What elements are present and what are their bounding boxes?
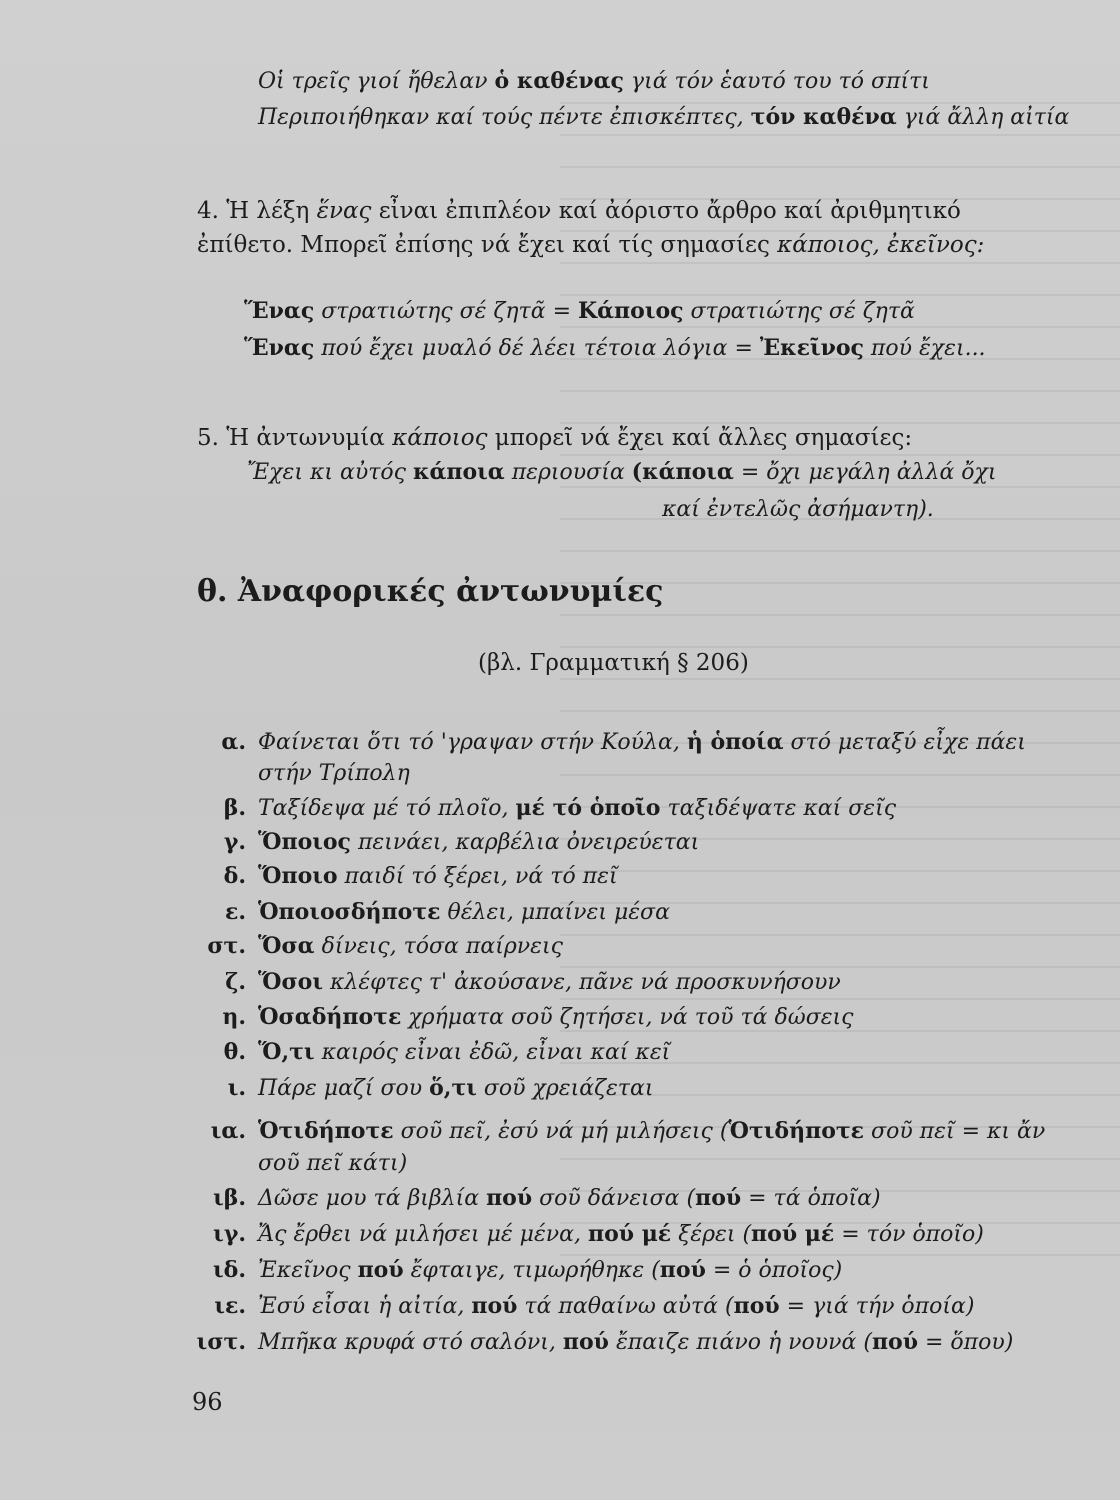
- bold-term: Κάποιος: [578, 298, 684, 324]
- bold-term: Ὅσοι: [258, 969, 324, 995]
- item-label: στ.: [207, 933, 246, 959]
- text-run: Ἐκεῖνος: [258, 1258, 358, 1283]
- text-run: = τόν ὁποῖο): [834, 1222, 984, 1247]
- text-run: τά παθαίνω αὐτά (: [517, 1294, 734, 1319]
- item-text-line: [258, 1072, 653, 1105]
- bold-term: Ὁτιδήποτε: [728, 1118, 865, 1144]
- item-text-line: [258, 1326, 1013, 1359]
- item-label: ιβ.: [213, 1185, 246, 1211]
- top-example-1: [258, 66, 930, 97]
- bold-term: Ἕνας: [244, 298, 315, 324]
- item-label: ε.: [224, 899, 246, 925]
- bold-term: Ἐκεῖνος: [759, 335, 864, 361]
- item-label: ιγ.: [213, 1221, 246, 1247]
- text-run: ταξιδέψατε καί σεῖς: [660, 796, 897, 821]
- item-text-line: [258, 1148, 407, 1180]
- page-number: 96: [192, 1388, 223, 1416]
- bold-term: πού: [733, 1293, 780, 1319]
- paragraph-4-line-1: [197, 194, 961, 228]
- item-label: ιε.: [214, 1293, 246, 1319]
- section-heading: θ. Ἀναφορικές ἀντωνυμίες: [197, 574, 664, 609]
- paragraph-4-example-1: [244, 296, 915, 327]
- item-text-line: [258, 1182, 881, 1215]
- item-label: ζ.: [225, 969, 246, 995]
- text-run: Ἔχει κι αὐτός: [247, 460, 413, 485]
- text-run: καί ἐντελῶς ἀσήμαντη).: [662, 497, 934, 522]
- text-run: Περιποιήθηκαν καί τούς πέντε ἐπισκέπτες,: [258, 105, 751, 130]
- bold-term: πού: [695, 1185, 742, 1211]
- bold-term: κάποια: [412, 459, 505, 485]
- item-label: β.: [223, 795, 246, 821]
- text-run: κάποιος: [392, 425, 488, 451]
- text-run: γιά τόν ἑαυτό του τό σπίτι: [623, 69, 930, 94]
- text-run: =: [552, 299, 578, 324]
- text-run: = ὅπου): [918, 1330, 1014, 1355]
- item-text-line: [258, 758, 410, 790]
- text-run: πού ἔχει...: [863, 336, 986, 361]
- item-text-line: [258, 930, 563, 963]
- text-run: περιουσία: [504, 460, 632, 485]
- text-run: =: [733, 460, 767, 485]
- grammar-reference: (βλ. Γραμματική § 206): [478, 650, 749, 676]
- item-label: ι.: [227, 1075, 246, 1101]
- bold-term: Ὅσα: [258, 933, 315, 959]
- item-label: γ.: [223, 829, 246, 855]
- item-text-line: [258, 860, 618, 893]
- text-run: σοῦ πεῖ = κι ἄν: [864, 1119, 1046, 1144]
- bold-term: πού μέ: [751, 1221, 835, 1247]
- text-run: γιά ἄλλη αἰτία: [896, 105, 1070, 130]
- text-run: μπορεῖ νά ἔχει καί ἄλλες σημασίες:: [487, 425, 913, 451]
- item-text-line: [258, 1290, 974, 1323]
- item-label: δ.: [223, 863, 246, 889]
- paragraph-5-example-line-2: [662, 495, 934, 525]
- item-text-line: [258, 792, 896, 825]
- item-label: θ.: [223, 1039, 246, 1065]
- bold-term: ὅ,τι: [429, 1075, 477, 1101]
- text-run: θέλει, μπαίνει μέσα: [440, 900, 670, 925]
- text-run: Φαίνεται ὅτι τό 'γραψαν στήν Κούλα,: [258, 730, 687, 755]
- text-run: Ταξίδεψα μέ τό πλοῖο,: [258, 796, 516, 821]
- text-run: πεινάει, καρβέλια ὀνειρεύεται: [350, 830, 700, 855]
- item-text-line: [258, 1254, 842, 1287]
- bold-term: ὁ καθένας: [494, 68, 624, 94]
- bold-term: πού: [871, 1329, 918, 1355]
- bold-term: ἡ ὁποία: [686, 729, 784, 755]
- item-label: ια.: [210, 1118, 246, 1144]
- text-run: ὄχι μεγάλη ἀλλά ὄχι: [766, 460, 997, 485]
- text-run: ἔπαιζε πιάνο ἡ νουνά (: [608, 1330, 872, 1355]
- bold-term: πού: [357, 1257, 404, 1283]
- text-run: στρατιώτης σέ ζητᾶ: [683, 299, 915, 324]
- item-text-line: [258, 726, 1026, 759]
- item-text-line: [258, 1115, 1045, 1148]
- bold-term: Ὁσαδήποτε: [258, 1004, 402, 1030]
- text-run: δίνεις, τόσα παίρνεις: [314, 934, 563, 959]
- bold-term: Ὁποιοσδήποτε: [258, 899, 441, 925]
- text-run: = γιά τήν ὁποία): [779, 1294, 975, 1319]
- bold-term: πού: [486, 1185, 533, 1211]
- text-run: ἐπίθετο. Μπορεῖ ἐπίσης νά ἔχει καί τίς σημασίες: [197, 232, 778, 258]
- bold-term: Ὅποιο: [258, 863, 338, 889]
- bold-term: πού μέ: [588, 1221, 672, 1247]
- text-run: σοῦ πεῖ κάτι): [258, 1151, 408, 1176]
- bold-term: πού: [659, 1257, 706, 1283]
- bold-term: τόν καθένα: [750, 104, 897, 130]
- text-run: κάποιος, ἐκεῖνος:: [777, 232, 985, 258]
- bold-term: πού: [471, 1293, 518, 1319]
- text-run: Οἱ τρεῖς γιοί ἤθελαν: [258, 69, 495, 94]
- paragraph-4-example-2: [244, 333, 986, 364]
- bold-term: Ὅ,τι: [258, 1039, 315, 1065]
- text-run: εἶναι ἐπιπλέον καί ἀόριστο ἄρθρο καί ἀριθμητικό: [371, 198, 961, 224]
- top-example-2: [258, 102, 1069, 133]
- text-run: ξέρει (: [671, 1222, 752, 1247]
- text-run: =: [734, 336, 760, 361]
- text-run: Ἄς ἔρθει νά μιλήσει μέ μένα,: [258, 1222, 588, 1247]
- bold-term: πού: [562, 1329, 609, 1355]
- bold-term: Ὅποιος: [258, 829, 351, 855]
- paragraph-4-line-2: [197, 228, 984, 262]
- text-run: στρατιώτης σέ ζητᾶ: [314, 299, 553, 324]
- bold-term: μέ τό ὁποῖο: [515, 795, 661, 821]
- item-label: ιδ.: [213, 1257, 246, 1283]
- text-run: κλέφτες τ' ἀκούσανε, πᾶνε νά προσκυνήσουν: [323, 970, 841, 995]
- bold-term: Ἕνας: [244, 335, 315, 361]
- text-run: σοῦ δάνεισα (: [532, 1186, 696, 1211]
- bold-term: (κάποια: [631, 459, 734, 485]
- text-run: 5. Ἡ ἀντωνυμία: [197, 425, 393, 451]
- text-run: καιρός εἶναι ἐδῶ, εἶναι καί κεῖ: [314, 1040, 671, 1065]
- text-run: στό μεταξύ εἶχε πάει: [783, 730, 1026, 755]
- text-run: σοῦ πεῖ, ἐσύ νά μή μιλήσεις (: [393, 1119, 729, 1144]
- text-run: Ἐσύ εἶσαι ἡ αἰτία,: [258, 1294, 472, 1319]
- text-run: στήν Τρίπολη: [258, 761, 410, 786]
- item-label: η.: [222, 1004, 246, 1030]
- bold-term: Ὁτιδήποτε: [258, 1118, 394, 1144]
- paragraph-5-example-line-1: [247, 457, 997, 488]
- item-text-line: [258, 1001, 853, 1034]
- item-label: α.: [221, 729, 246, 755]
- text-run: πού ἔχει μυαλό δέ λέει τέτοια λόγια: [314, 336, 735, 361]
- text-run: = τά ὁποῖα): [741, 1186, 881, 1211]
- text-run: = ὁ ὁποῖος): [705, 1258, 843, 1283]
- item-text-line: [258, 896, 670, 929]
- item-label: ιστ.: [196, 1329, 246, 1355]
- item-text-line: [258, 1218, 984, 1251]
- text-run: Δῶσε μου τά βιβλία: [258, 1186, 487, 1211]
- text-run: Μπῆκα κρυφά στό σαλόνι,: [258, 1330, 563, 1355]
- text-run: ἕνας: [316, 198, 372, 224]
- text-run: παιδί τό ξέρει, νά τό πεῖ: [337, 864, 618, 889]
- text-run: ἔφταιγε, τιμωρήθηκε (: [403, 1258, 660, 1283]
- text-run: Πάρε μαζί σου: [258, 1076, 430, 1101]
- text-run: χρήματα σοῦ ζητήσει, νά τοῦ τά δώσεις: [401, 1005, 854, 1030]
- text-run: σοῦ χρειάζεται: [476, 1076, 654, 1101]
- item-text-line: [258, 826, 699, 859]
- paragraph-5-line-1: [197, 421, 912, 455]
- text-run: 4. Ἡ λέξη: [197, 198, 317, 224]
- item-text-line: [258, 966, 841, 999]
- item-text-line: [258, 1036, 670, 1069]
